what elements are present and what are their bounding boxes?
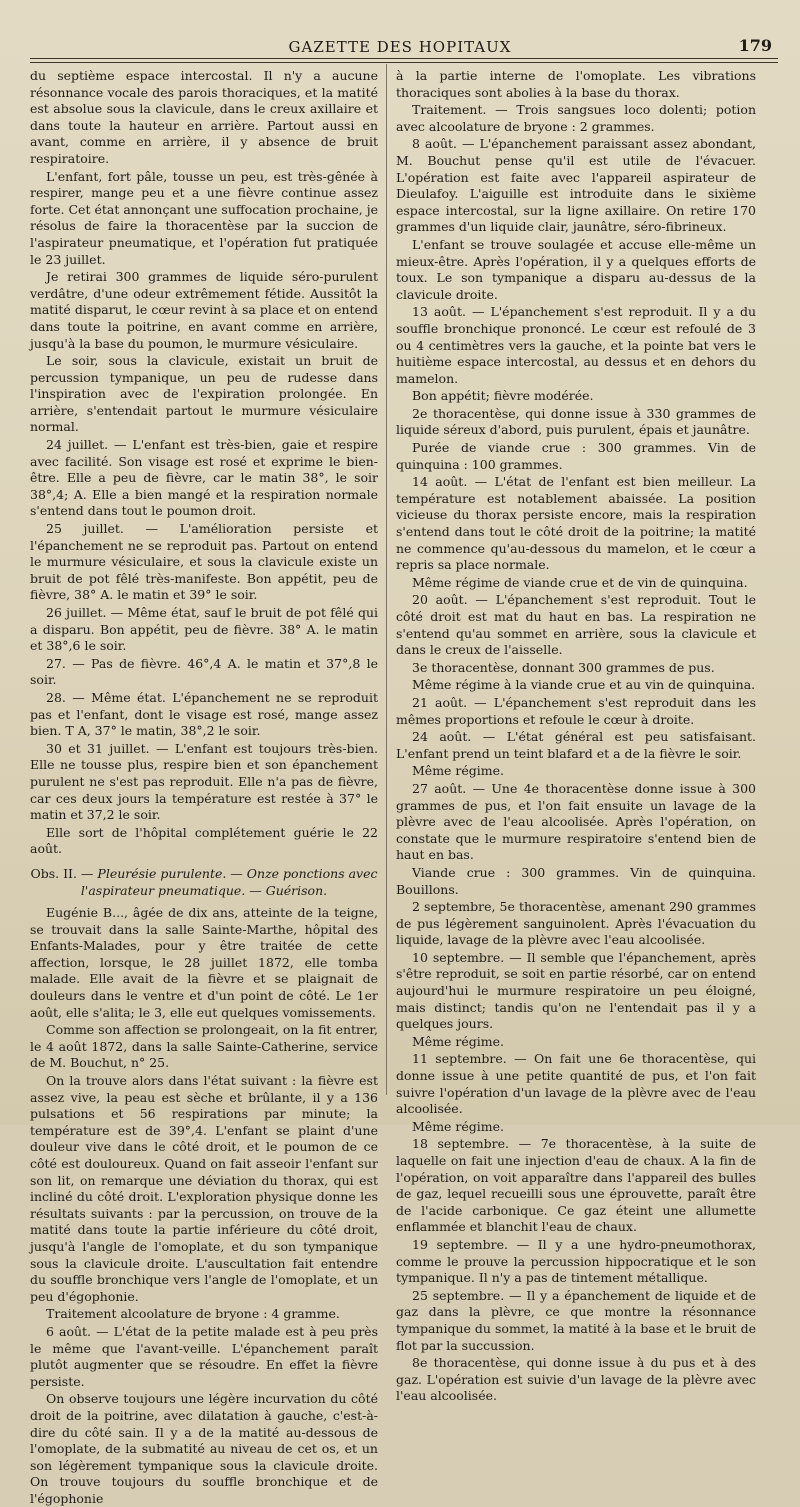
paragraph: 11 septembre. — On fait une 6e thoracentèse, qui donne issue à une petite quantité de pus, et l'on fait suivre l'opération d'un lavage de la plèvre avec de l'eau alcoolisée. [396,1051,756,1117]
paragraph: 8 août. — L'épanchement paraissant assez abondant, M. Bouchut pense qu'il est utile de l'évacuer. L'opération est faite avec l'appareil aspirateur de Dieulafoy. L'aiguille est introduite dans le sixième espace intercostal, sur la ligne axillaire. On retire 170 grammes d'un liquide clair, jaunâtre, séro-fibrineux. [396,136,756,235]
observation-title: Pleurésie purulente. — Onze ponctions avec l'aspirateur pneumatique. — Guérison. [80,865,378,898]
paragraph: 6 août. — L'état de la petite malade est à peu près le même que l'avant-veille. L'épanchement paraît plutôt augmenter que se résoudre. En effet la fièvre persiste. [30,1323,378,1389]
left-column [30,68,378,1506]
page-number: 179 [738,36,772,55]
paragraph: à la partie interne de l'omoplate. Les vibrations thoraciques sont abolies à la base du thorax. [396,68,756,100]
paragraph: On observe toujours une légère incurvation du côté droit de la poitrine, avec dilatation à gauche, c'est-à-dire du côté sain. Il y a de la matité au-dessous de l'omoplate, de la submatité au niveau de cet os, et un son légèrement tympanique sous la clavicule droite. On trouve toujours du souffle bronchique et de l'égophonie [30,1391,378,1506]
header-rule-bottom [30,62,778,63]
paragraph: 19 septembre. — Il y a une hydro-pneumothorax, comme le prouve la percussion hippocratique et le son tympanique. Il n'y a pas de tintement métallique. [396,1236,756,1286]
paragraph: 27. — Pas de fièvre. 46°,4 A. le matin et 37°,8 le soir. [30,655,378,688]
paragraph: 2 septembre, 5e thoracentèse, amenant 290 grammes de pus légèrement sanguinolent. Après l'évacuation du liquide, lavage de la plèvre avec l'eau alcoolisée. [396,899,756,948]
header-rule-top [30,58,778,59]
paragraph: 18 septembre. — 7e thoracentèse, à la suite de laquelle on fait une injection d'eau de chaux. A la fin de l'opération, on voit apparaître dans l'appareil des bulles de gaz, lequel recueilli sous une éprouvette, paraît être de l'acide carbonique. Ce gaz éteint une allumette enflammée et blanchit l'eau de chaux. [396,1136,756,1235]
paragraph: 13 août. — L'épanchement s'est reproduit. Il y a du souffle bronchique prononcé. Le cœur est refoulé de 3 ou 4 centimètres vers la gauche, et la pointe bat vers le huitième espace intercostal, au dessus et en dehors du mamelon. [396,304,756,386]
journal-title: GAZETTE DES HOPITAUX [288,38,512,56]
paragraph: 14 août. — L'état de l'enfant est bien meilleur. La température est notablement abaissée. La position vicieuse du thorax persiste encore, mais la respiration s'entend dans tout le côté droit de la poitrine; la matité ne commence qu'au-dessous du mamelon, et le cœur a repris sa place normale. [396,474,756,573]
paragraph: Viande crue : 300 grammes. Vin de quinquina. Bouillons. [396,864,756,897]
paragraph: 25 septembre. — Il y a épanchement de liquide et de gaz dans la plèvre, ce que montre la résonnance tympanique du sommet, la matité à la base et le bruit de flot par la succussion. [396,1287,756,1353]
paragraph: On la trouve alors dans l'état suivant : la fièvre est assez vive, la peau est sèche et brûlante, il y a 136 pulsations et 56 respirations par minute; la température est de 39°,4. L'enfant se plaint d'une douleur vive dans le côté droit, et le poumon de ce côté est douloureux. Quand on fait asseoir l'enfant sur son lit, on remarque une déviation du thorax, qui est incliné du côté droit. L'exploration physique donne les résultats suivants : par la percussion, on trouve de la matité dans toute la partie inférieure du côté droit, jusqu'à l'angle de l'omoplate, et du son tympanique sous la clavicule droite. L'auscultation fait entendre du souffle bronchique vers l'angle de l'omoplate, et un peu d'égophonie. [30,1073,378,1304]
paragraph: 8e thoracentèse, qui donne issue à du pus et à des gaz. L'opération est suivie d'un lavage de la plèvre avec l'eau alcoolisée. [396,1355,756,1404]
paragraph: Même régime. [412,763,505,779]
paragraph: L'enfant, fort pâle, tousse un peu, est très-gênée à respirer, mange peu et a une fièvre continue assez forte. Cet état annonçant une suffocation prochaine, je résolus de faire la thoracentèse par la succion de l'aspirateur pneumatique, et l'opération fut pratiquée le 23 juillet. [30,168,378,267]
paragraph: Le soir, sous la clavicule, existait un bruit de percussion tympanique, un peu de rudesse dans l'inspiration avec de l'expiration prolongée. En arrière, s'entendait partout le murmure vésiculaire normal. [30,353,378,435]
column-separator [386,64,387,1095]
paragraph: Je retirai 300 grammes de liquide séro-purulent verdâtre, d'une odeur extrêmement fétide. Aussitôt la matité disparut, le cœur revint à sa place et on entend dans toute la poitrine, en avant comme en arrière, jusqu'à la base du poumon, le murmure vésiculaire. [30,269,378,351]
paragraph: 21 août. — L'épanchement s'est reproduit dans les mêmes proportions et refoule le cœur à droite. [396,694,756,727]
paragraph: L'enfant se trouve soulagée et accuse elle-même un mieux-être. Après l'opération, il y a quelques efforts de toux. Le son tympanique a disparu au-dessus de la clavicule droite. [396,236,756,302]
paragraph: 28. — Même état. L'épanchement ne se reproduit pas et l'enfant, dont le visage est rosé, mange assez bien. T A, 37° le matin, 38°,2 le soir. [30,689,378,739]
paragraph: 20 août. — L'épanchement s'est reproduit. Tout le côté droit est mat du haut en bas. La respiration ne s'entend qu'au sommet en arrière, sous la clavicule et dans le creux de l'aisselle. [396,592,756,658]
paragraph: Bon appétit; fièvre modérée. [412,388,594,404]
paragraph: Elle sort de l'hôpital complétement guérie le 22 août. [30,824,378,857]
paragraph: 27 août. — Une 4e thoracentèse donne issue à 300 grammes de pus, et l'on fait ensuite un lavage de la plèvre avec de l'eau alcoolisée. Après l'opération, on constate que le murmure respiratoire s'entend bien de haut en bas. [396,780,756,863]
paragraph: 2e thoracentèse, qui donne issue à 330 grammes de liquide séreux d'abord, puis purulent, épais et jaunâtre. [396,405,756,438]
paragraph: Eugénie B..., âgée de dix ans, atteinte de la teigne, se trouvait dans la salle Sainte-Marthe, hôpital des Enfants-Malades, pour y être traitée de cette affection, lorsque, le 28 juillet 1872, elle tomba malade. Elle avait de la fièvre et se plaignait de douleurs dans le ventre et d'un point de côté. Le 1er août, elle s'alita; le 3, elle eut quelques vomissements. [30,905,378,1020]
page-header [0,36,800,58]
paragraph: Même régime. [412,1033,505,1049]
paragraph: Même régime à la viande crue et au vin de quinquina. [412,677,756,693]
paragraph: 30 et 31 juillet. — L'enfant est toujours très-bien. Elle ne tousse plus, respire bien et son épanchement purulent ne s'est pas reproduit. Elle n'a pas de fièvre, car ces deux jours la température est restée à 37° le matin et 37,2 le soir. [30,740,378,823]
right-column [396,68,756,1404]
paragraph: 24 août. — L'état général est peu satisfaisant. L'enfant prend un teint blafard et a de la fièvre le soir. [396,729,756,761]
observation-heading [30,866,378,899]
paragraph: Même régime de viande crue et de vin de quinquina. [412,574,748,590]
observation-label: Obs. II. — [30,865,94,881]
paragraph: Même régime. [412,1118,505,1134]
paragraph: 3e thoracentèse, donnant 300 grammes de pus. [412,659,715,675]
paragraph: 26 juillet. — Même état, sauf le bruit de pot fêlé qui a disparu. Bon appétit, peu de fièvre. 38° A. le matin et 38°,6 le soir. [30,605,378,654]
paragraph: 24 juillet. — L'enfant est très-bien, gaie et respire avec facilité. Son visage est rosé et exprime le bien-être. Elle a peu de fièvre, car le matin 38°, le soir 38°,4; A. Elle a bien mangé et la respiration normale s'entend dans tout le poumon droit. [30,437,378,519]
paragraph: 25 juillet. — L'amélioration persiste et l'épanchement ne se reproduit pas. Partout on entend le murmure vésiculaire, et sous la clavicule existe un bruit de pot fêlé très-manifeste. Bon appétit, peu de fièvre, 38° A. le matin et 39° le soir. [30,521,378,603]
paragraph: 10 septembre. — Il semble que l'épanchement, après s'être reproduit, se soit en partie résorbé, car on entend aujourd'hui le murmure respiratoire un peu éloigné, mais distinct; tandis qu'on ne l'entendait pas il y a quelques jours. [396,949,756,1032]
paragraph: du septième espace intercostal. Il n'y a aucune résonnance vocale des parois thoraciques, et la matité est absolue sous la clavicule, dans le creux axillaire et dans toute la hauteur en arrière. Partout aussi en avant, comme en arrière, il y absence de bruit respiratoire. [30,68,378,166]
paragraph: Traitement alcoolature de bryone : 4 gramme. [46,1306,340,1322]
paragraph: Purée de viande crue : 300 grammes. Vin de quinquina : 100 grammes. [396,440,756,472]
paragraph: Traitement. — Trois sangsues loco dolenti; potion avec alcoolature de bryone : 2 grammes. [396,102,756,134]
paragraph: Comme son affection se prolongeait, on la fit entrer, le 4 août 1872, dans la salle Sainte-Catherine, service de M. Bouchut, n° 25. [30,1022,378,1071]
